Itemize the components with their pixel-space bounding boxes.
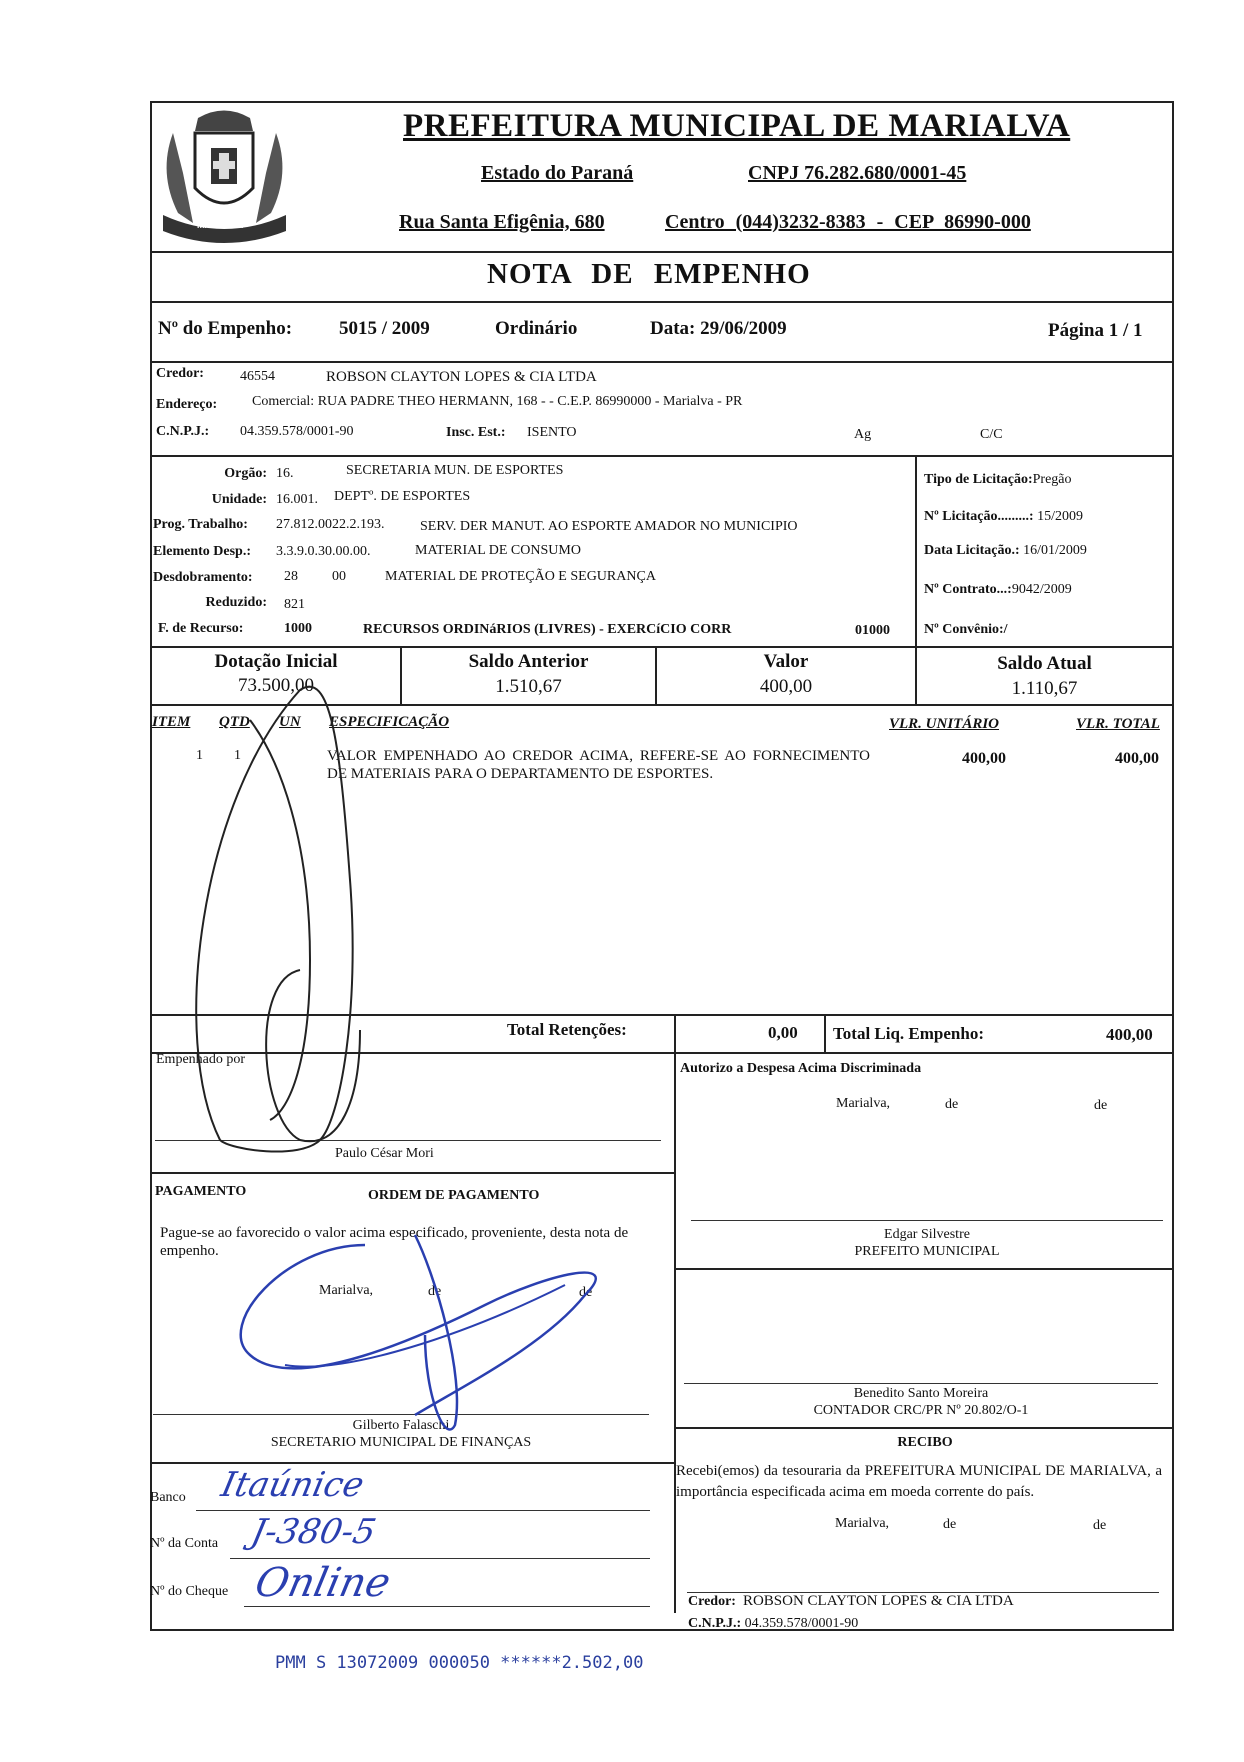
prefeito-role: PREFEITO MUNICIPAL [854, 1244, 1000, 1259]
col-un: UN [279, 714, 301, 730]
payment-stamp: PMM S 13072009 000050 ******2.502,00 [275, 1653, 644, 1673]
conta-handwritten: J-380-5 [247, 1512, 380, 1552]
secretario-name: Gilberto Falaschi [352, 1418, 450, 1433]
secretario-signature [225, 1215, 625, 1445]
prog-code: 27.812.0022.2.193. [276, 517, 385, 532]
page-title: PREFEITURA MUNICIPAL DE MARIALVA [403, 108, 1071, 144]
saldo-anterior-value: 1.510,67 [495, 676, 562, 697]
credor-code: 46554 [240, 369, 275, 384]
contador-role: CONTADOR CRC/PR Nº 20.802/O-1 [813, 1403, 1029, 1418]
tipo-licitacao: Tipo de Licitação:Pregão [924, 472, 1072, 487]
cnpj-value: 04.359.578/0001-90 [240, 424, 354, 439]
retencoes-value: 0,00 [768, 1023, 798, 1042]
pagamento-text: Pague-se ao favorecido o valor acima especificado, proveniente, desta nota de empenho. [160, 1225, 629, 1259]
page-number: Página 1 / 1 [1048, 320, 1143, 341]
item-total-value: 400,00 [1115, 750, 1159, 767]
divider [150, 251, 1174, 253]
banco-line [196, 1510, 650, 1511]
data-licitacao: Data Licitação.: 16/01/2009 [924, 543, 1087, 558]
insc-label: Insc. Est.: [446, 425, 506, 440]
divider [824, 1014, 826, 1052]
orgao-label: Orgão: [224, 466, 267, 481]
empenho-type: Ordinário [495, 318, 578, 339]
document-title: NOTA DE EMPENHO [487, 258, 811, 290]
divider [674, 1014, 676, 1613]
empenhado-signature [190, 680, 420, 1160]
pagamento-de-2: de [579, 1285, 593, 1300]
banco-handwritten: Itaúnice [217, 1465, 368, 1505]
endereco-value: Comercial: RUA PADRE THEO HERMANN, 168 - - C.E.P. 86990000 - Marialva - PR [252, 394, 743, 409]
prog-label: Prog. Trabalho: [153, 517, 248, 532]
divider [915, 455, 917, 646]
autorizo-label: Autorizo a Despesa Acima Discriminada [680, 1061, 922, 1076]
elemento-code: 3.3.9.0.30.00.00. [276, 544, 371, 559]
recibo-label: RECIBO [897, 1435, 953, 1450]
cheque-line [244, 1606, 650, 1607]
secretario-role: SECRETARIO MUNICIPAL DE FINANÇAS [270, 1435, 532, 1450]
cheque-label: Nº do Cheque [150, 1584, 229, 1599]
cheque-handwritten: Online [251, 1560, 395, 1606]
valor-label: Valor [763, 651, 809, 672]
pagamento-de-1: de [428, 1284, 442, 1299]
empenhado-por-label: Empenhado por [156, 1052, 246, 1067]
divider [150, 455, 1174, 457]
divider [150, 361, 1174, 363]
unidade-label: Unidade: [211, 492, 267, 507]
recibo-cnpj: C.N.P.J.: 04.359.578/0001-90 [688, 1616, 859, 1631]
empenho-label: Nº do Empenho: [158, 318, 293, 339]
reduzido-label: Reduzido: [205, 595, 267, 610]
recibo-text: Recebi(emos) da tesouraria da PREFEITURA MUNICIPAL DE MARIALVA, a importância especificada acima em moeda corrente do país. [676, 1463, 1162, 1500]
divider [150, 1462, 676, 1464]
recurso-value: RECURSOS ORDINáRIOS (LIVRES) - EXERCíCIO CORR [363, 622, 732, 637]
item-description: VALOR EMPENHADO AO CREDOR ACIMA, REFERE-SE AO FORNECIMENTO DE MATERIAIS PARA O DEPARTAMENTO DE ESPORTES. [327, 748, 870, 782]
empenhado-por-name: Paulo César Mori [335, 1146, 434, 1161]
empenho-date: Data: 29/06/2009 [650, 318, 787, 339]
divider [674, 1427, 1174, 1429]
elemento-label: Elemento Desp.: [153, 544, 251, 559]
saldo-anterior-label: Saldo Anterior [468, 651, 589, 672]
unidade-code: 16.001. [276, 492, 318, 507]
signature-line [691, 1220, 1163, 1221]
col-valor-total: VLR. TOTAL [1076, 716, 1160, 732]
pagamento-label: PAGAMENTO [155, 1184, 247, 1199]
recurso-label: F. de Recurso: [158, 621, 244, 636]
saldo-atual-label: Saldo Atual [997, 653, 1092, 674]
banco-label: Banco [150, 1490, 186, 1505]
district-phone-cep: Centro (044)3232-8383 - CEP 86990-000 [665, 211, 1031, 233]
cnpj-header: CNPJ 76.282.680/0001-45 [748, 162, 967, 184]
divider [150, 1172, 676, 1174]
signature-line [684, 1383, 1158, 1384]
desdobramento-value: MATERIAL DE PROTEÇÃO E SEGURANÇA [385, 569, 656, 584]
numero-licitacao: Nº Licitação.........: 15/2009 [924, 509, 1083, 524]
conta-label: Nº da Conta [150, 1536, 219, 1551]
col-especificacao: ESPECIFICAÇÃO [329, 714, 450, 730]
item-unit-value: 400,00 [962, 750, 1006, 767]
agencia-label: Ag [854, 427, 872, 442]
orgao-value: SECRETARIA MUN. DE ESPORTES [346, 463, 564, 478]
recurso-number: 01000 [855, 623, 890, 638]
divider [150, 646, 1174, 648]
recibo-credor: Credor: ROBSON CLAYTON LOPES & CIA LTDA [688, 1593, 1014, 1609]
divider [674, 1268, 1174, 1270]
elemento-value: MATERIAL DE CONSUMO [415, 543, 581, 558]
prog-value: SERV. DER MANUT. AO ESPORTE AMADOR NO MUNICIPIO [420, 519, 798, 534]
saldo-atual-value: 1.110,67 [1011, 678, 1078, 699]
col-item: ITEM [152, 714, 191, 730]
dotacao-label: Dotação Inicial [214, 651, 338, 672]
desdobramento-sub-code: 00 [332, 569, 346, 584]
conta-line [230, 1558, 650, 1559]
credor-label: Credor: [156, 366, 204, 381]
cnpj-label: C.N.P.J.: [156, 424, 210, 439]
col-valor-unitario: VLR. UNITÁRIO [889, 716, 1000, 732]
total-liquido-value: 400,00 [1106, 1025, 1153, 1044]
autorizo-de-2: de [1094, 1098, 1108, 1113]
col-qtd: QTD [219, 714, 250, 730]
prefeito-name: Edgar Silvestre [884, 1227, 970, 1242]
unidade-value: DEPTº. DE ESPORTES [334, 489, 471, 504]
dotacao-value: 73.500,00 [238, 675, 314, 696]
insc-value: ISENTO [527, 425, 577, 440]
numero-contrato: Nº Contrato...:9042/2009 [924, 582, 1072, 597]
municipal-crest [153, 103, 296, 250]
state-name: Estado do Paraná [481, 162, 634, 184]
conta-corrente-label: C/C [980, 427, 1003, 442]
credor-name: ROBSON CLAYTON LOPES & CIA LTDA [326, 369, 597, 385]
item-number: 1 [196, 748, 203, 763]
empenho-number: 5015 / 2009 [339, 318, 430, 339]
contador-name: Benedito Santo Moreira [853, 1386, 989, 1401]
recibo-place: Marialva, [835, 1516, 890, 1531]
address: Rua Santa Efigênia, 680 [399, 211, 605, 233]
endereco-label: Endereço: [156, 397, 218, 412]
reduzido-value: 821 [284, 597, 305, 612]
item-quantity: 1 [234, 748, 241, 763]
pagamento-place: Marialva, [319, 1283, 374, 1298]
desdobramento-code: 28 [284, 569, 298, 584]
autorizo-place: Marialva, [836, 1096, 891, 1111]
autorizo-de-1: de [945, 1097, 959, 1112]
total-liquido-label: Total Liq. Empenho: [833, 1024, 984, 1043]
ordem-pagamento-label: ORDEM DE PAGAMENTO [368, 1188, 540, 1203]
divider [150, 301, 1174, 303]
numero-convenio: Nº Convênio:/ [924, 622, 1008, 637]
crest-banner-text: MARIALVA [197, 220, 244, 230]
orgao-code: 16. [276, 466, 294, 481]
recibo-de-1: de [943, 1517, 957, 1532]
recurso-code: 1000 [284, 621, 312, 636]
valor-value: 400,00 [759, 676, 813, 697]
recibo-de-2: de [1093, 1518, 1107, 1533]
retencoes-label: Total Retenções: [507, 1020, 627, 1039]
desdobramento-label: Desdobramento: [153, 570, 253, 585]
